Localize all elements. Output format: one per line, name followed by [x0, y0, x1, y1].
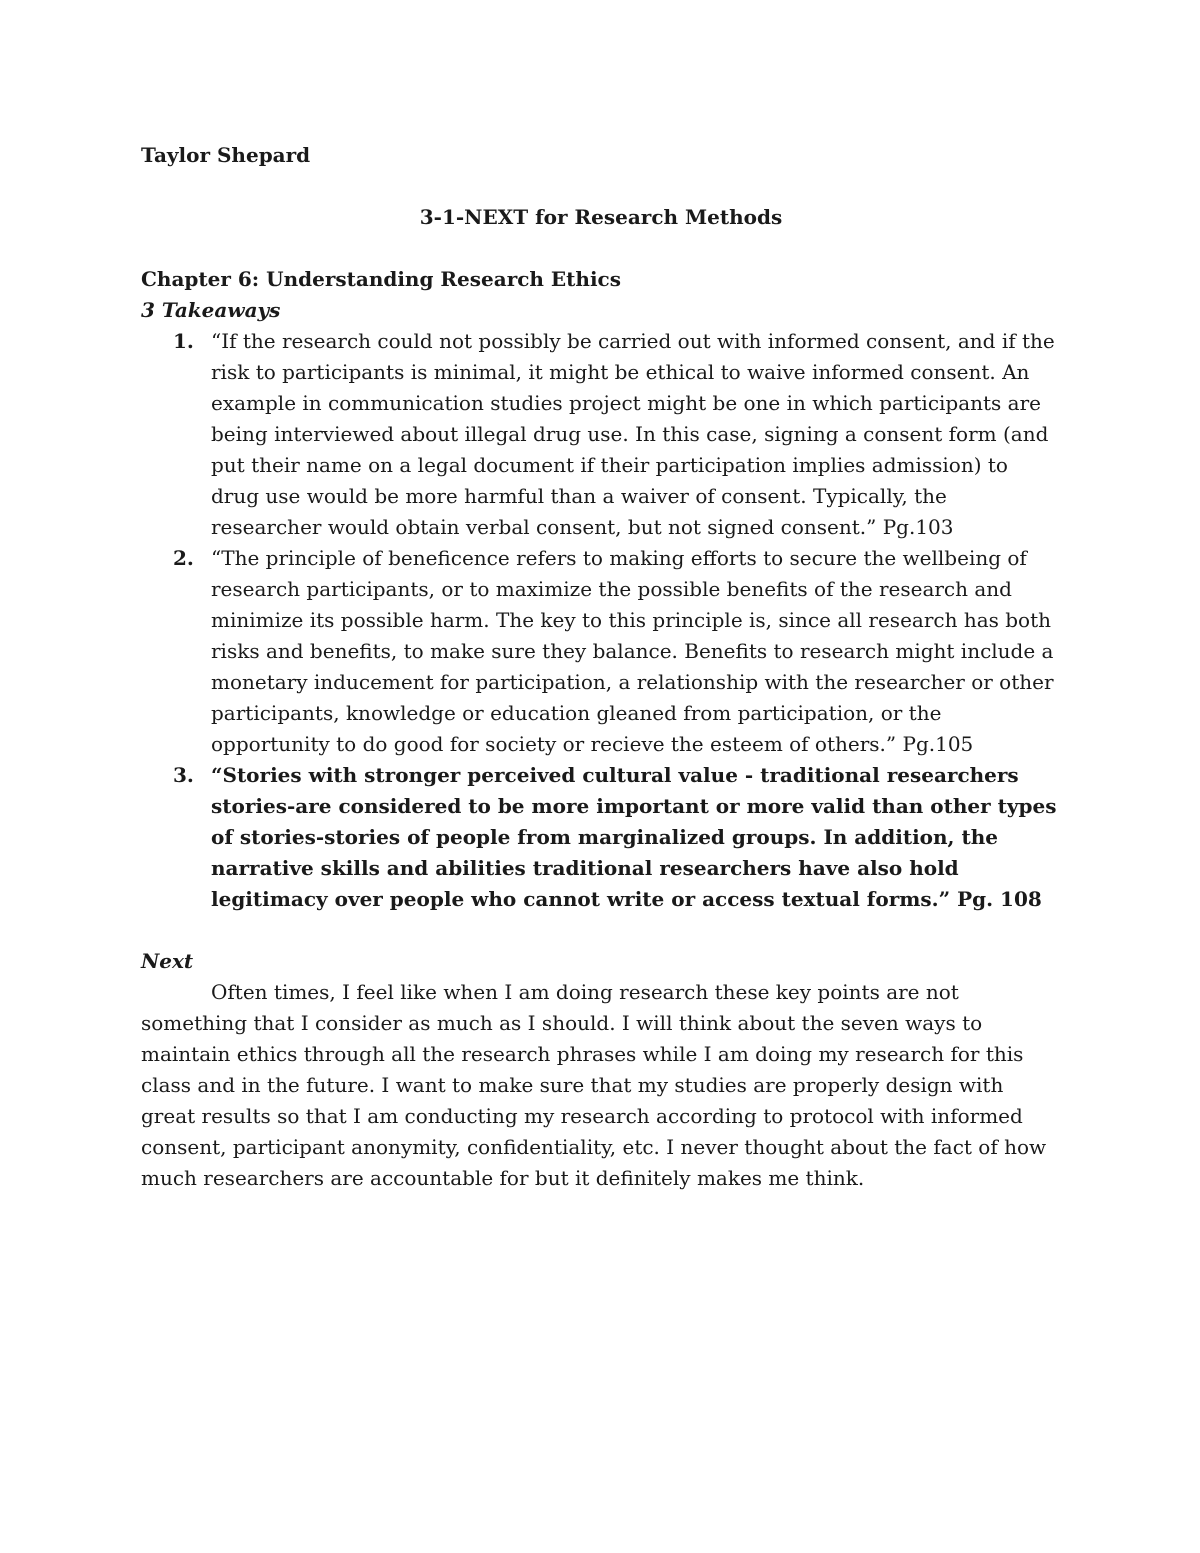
- author-name: Taylor Shepard: [141, 143, 311, 167]
- takeaway-item-3: [141, 760, 1061, 915]
- takeaway-item-2: [141, 543, 1061, 760]
- takeaway-text: “The principle of beneficence refers to making efforts to secure the wellbeing of research participants, or to maximize the possible benefits of the research and minimize its possible harm. The key to this principle is, since all research has both risks and benefits, to make sure they balance. Benefits to research might include a monetary inducement for participation, a relationship with the researcher or other participants, knowledge or education gleaned from participation, or the opportunity to do good for society or recieve the esteem of others.” Pg.105: [211, 546, 1054, 756]
- takeaway-item-1: [141, 326, 1061, 543]
- takeaway-list: [141, 326, 1061, 915]
- next-paragraph: Often times, I feel like when I am doing research these key points are not something that I consider as much as I should. I will think about the seven ways to maintain ethics through all the research phrases while I am doing my research for this class and in the future. I want to make sure that my studies are properly design with great results so that I am conducting my research according to protocol with informed consent, participant anonymity, confidentiality, etc. I never thought about the fact of how much researchers are accountable for but it definitely makes me think.: [141, 980, 1047, 1190]
- takeaway-number: 1.: [173, 329, 194, 353]
- takeaway-text: “If the research could not possibly be carried out with informed consent, and if the risk to participants is minimal, it might be ethical to waive informed consent. An example in communication studies project might be one in which participants are being interviewed about illegal drug use. In this case, signing a consent form (and put their name on a legal document if their participation implies admission) to drug use would be more harmful than a waiver of consent. Typically, the researcher would obtain verbal consent, but not signed consent.” Pg.103: [211, 329, 1055, 539]
- takeaway-text: “Stories with stronger perceived cultural value - traditional researchers stories-are considered to be more important or more valid than other types of stories-stories of people from marginalized groups. In addition, the narrative skills and abilities traditional researchers have also hold legitimacy over people who cannot write or access textual forms.” Pg. 108: [211, 763, 1057, 911]
- chapter-heading: Chapter 6: Understanding Research Ethics: [141, 267, 621, 291]
- takeaway-number: 3.: [173, 763, 194, 787]
- assignment-title: 3-1-NEXT for Research Methods: [419, 205, 783, 229]
- document-page: [141, 140, 1061, 1194]
- takeaways-label: 3 Takeaways: [141, 298, 281, 322]
- next-label: Next: [141, 949, 194, 973]
- takeaway-number: 2.: [173, 546, 194, 570]
